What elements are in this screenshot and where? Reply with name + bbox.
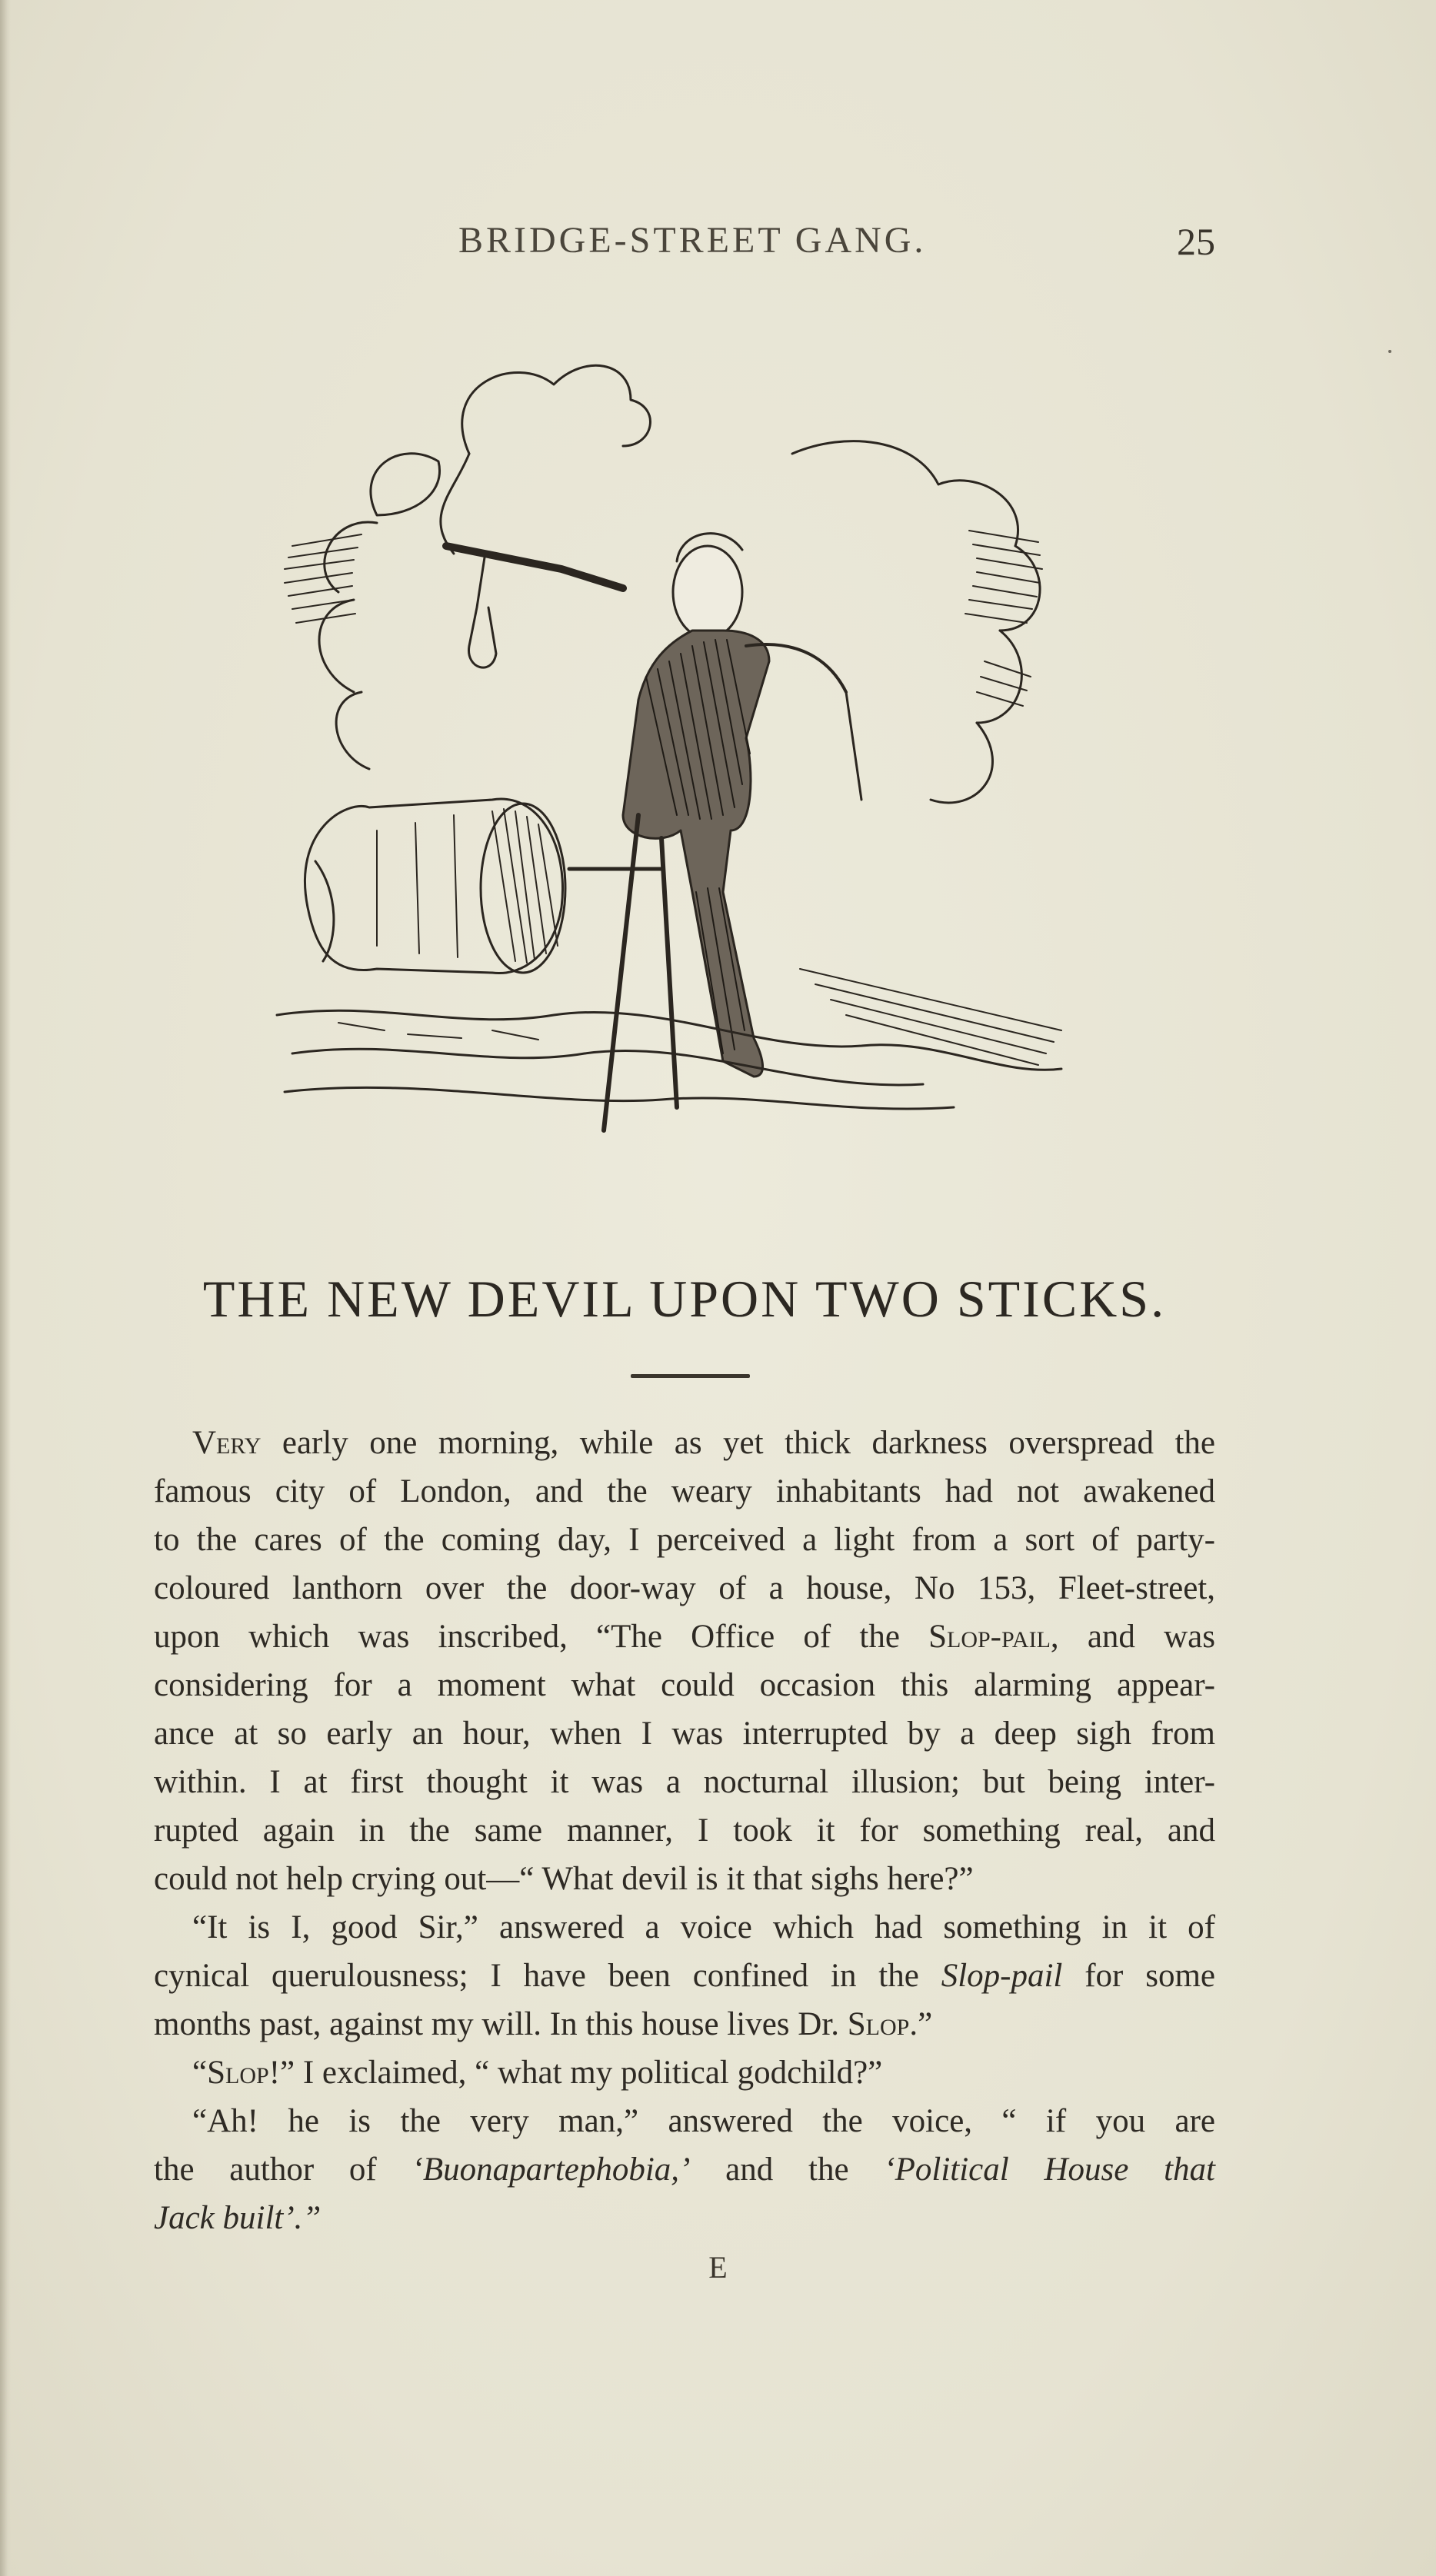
text-line xyxy=(154,2048,1215,2097)
text-span: upon which was inscribed, “The Office of the xyxy=(154,1619,929,1655)
paragraph-3 xyxy=(154,2048,1215,2097)
small-caps-word: Slop xyxy=(207,2055,269,2091)
text-line: considering for a moment what could occasion this alarming appear- xyxy=(154,1667,1215,1703)
text-line: ance at so early an hour, when I was interrupted by a deep sigh from xyxy=(154,1716,1215,1752)
text-span: for some xyxy=(1062,1958,1216,1994)
text-span: cynical querulousness; I have been confined in the xyxy=(154,1958,941,1994)
text-line xyxy=(154,1419,1215,1467)
binding-edge xyxy=(0,0,11,2576)
text-line: Jack built’.” xyxy=(154,2200,322,2236)
text-line: could not help crying out—“ What devil is it that sighs here?” xyxy=(154,1861,974,1897)
paragraph-2 xyxy=(154,1903,1215,2048)
paragraph-1 xyxy=(154,1419,1215,1903)
text-line: “It is I, good Sir,” answered a voice which had something in it of xyxy=(192,1909,1215,1945)
text-span: , and was xyxy=(1050,1619,1215,1655)
small-caps-word: Slop-pail xyxy=(928,1619,1051,1655)
text-line: famous city of London, and the weary inhabitants had not awakened xyxy=(154,1473,1215,1509)
text-span: .” xyxy=(909,2006,933,2042)
text-line: within. I at first thought it was a nocturnal illusion; but being inter- xyxy=(154,1764,1215,1800)
italic-title: ‘Political House that xyxy=(884,2152,1215,2188)
text-line: rupted again in the same manner, I took it for something real, and xyxy=(154,1812,1215,1849)
caricature-engraving-icon xyxy=(262,338,1123,1230)
text-span: !” I exclaimed, “ what my political godchild?” xyxy=(268,2055,883,2091)
text-span: early one morning, while as yet thick darkness overspread the xyxy=(261,1425,1215,1461)
small-caps-word: Slop xyxy=(847,2006,910,2042)
text-line: to the cares of the coming day, I perceived a light from a sort of party- xyxy=(154,1522,1215,1558)
text-line: coloured lanthorn over the door-way of a house, No 153, Fleet-street, xyxy=(154,1570,1215,1606)
text-span: the author of xyxy=(154,2152,412,2188)
italic-title: ‘Buonapartephobia,’ xyxy=(411,2152,691,2188)
text-line xyxy=(154,1952,1215,2000)
signature-mark: E xyxy=(708,2250,728,2285)
text-span: “ xyxy=(192,2055,208,2091)
text-line xyxy=(154,2000,1215,2048)
text-span: months past, against my will. In this house lives Dr. xyxy=(154,2006,848,2042)
text-line xyxy=(154,2145,1215,2194)
paragraph-4 xyxy=(154,2097,1215,2242)
italic-word: Slop-pail xyxy=(941,1958,1063,1994)
title-rule xyxy=(631,1374,750,1378)
running-head: BRIDGE-STREET GANG. xyxy=(458,220,927,261)
chapter-title: THE NEW DEVIL UPON TWO STICKS. xyxy=(202,1270,1167,1328)
page-number: 25 xyxy=(1177,220,1215,263)
text-line xyxy=(154,1612,1215,1661)
body-text xyxy=(154,1419,1215,2242)
text-span: and the xyxy=(690,2152,885,2188)
text-line: “Ah! he is the very man,” answered the voice, “ if you are xyxy=(192,2103,1215,2139)
small-caps-word: Very xyxy=(192,1425,262,1461)
page-speck xyxy=(1388,350,1391,353)
